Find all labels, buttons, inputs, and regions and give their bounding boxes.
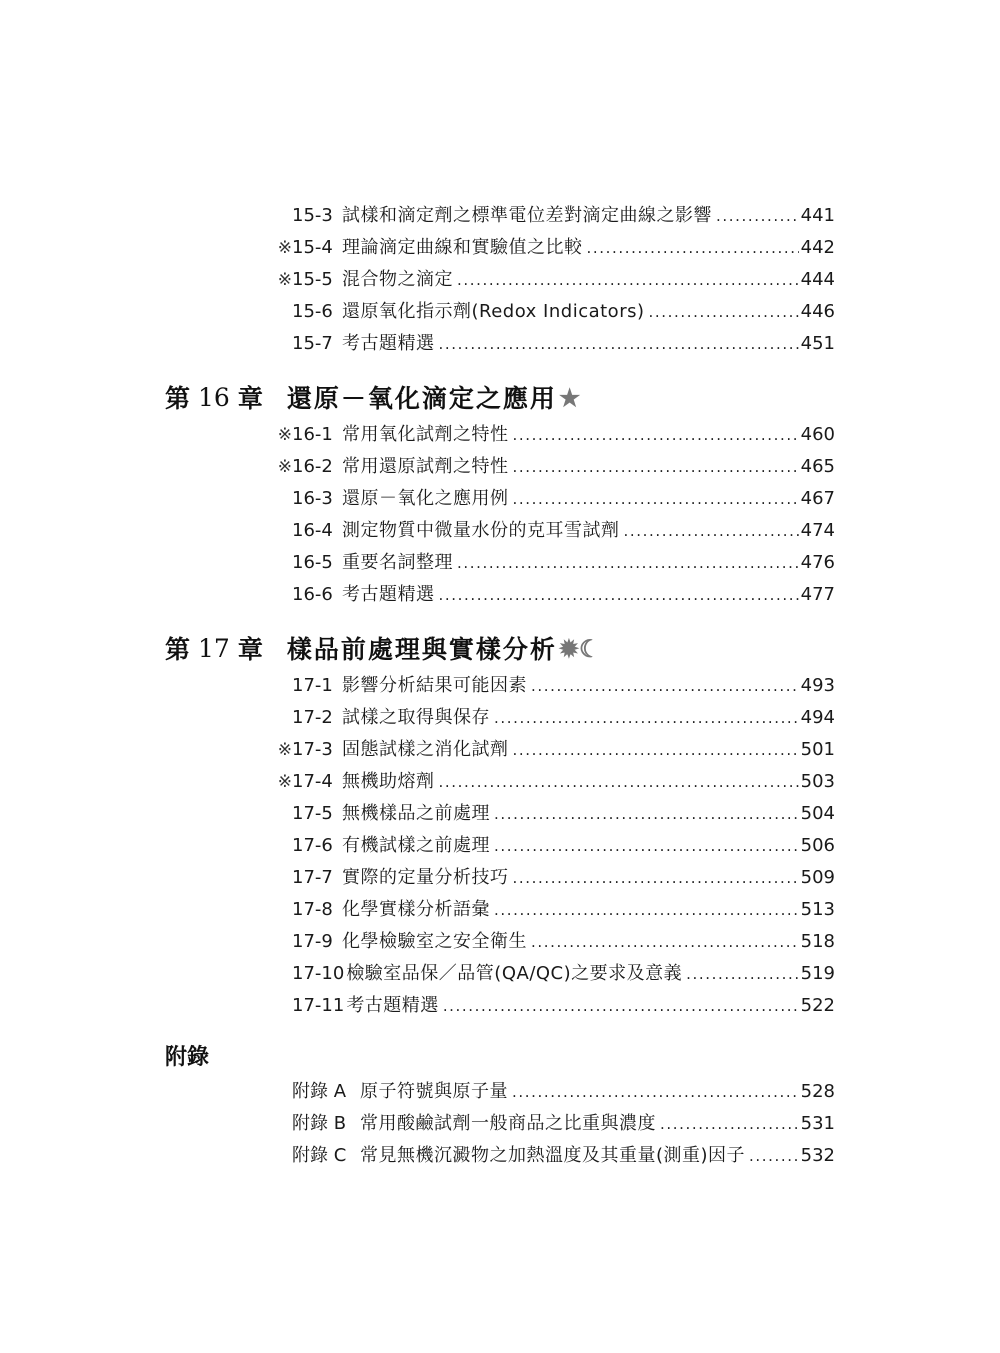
entry-title: 化學實樣分析語彙 bbox=[342, 899, 490, 920]
chapter-number: 17 bbox=[198, 633, 230, 663]
entry-number: 17-10 bbox=[292, 963, 345, 984]
entry-title: 考古題精選 bbox=[342, 333, 435, 354]
dot-leader bbox=[686, 959, 799, 989]
entry-number: 15-6 bbox=[292, 301, 333, 322]
entry-number: 15-3 bbox=[292, 205, 333, 226]
toc-entry-16-6[interactable] bbox=[270, 580, 835, 610]
entry-page: 465 bbox=[800, 456, 835, 477]
entry-title: 測定物質中微量水份的克耳雪試劑 bbox=[342, 520, 620, 541]
optional-mark: ※ bbox=[277, 238, 292, 258]
dot-leader bbox=[494, 799, 799, 829]
entry-title: 有機試樣之前處理 bbox=[342, 835, 490, 856]
entry-page: 477 bbox=[800, 584, 835, 605]
toc-entry-16-2[interactable] bbox=[270, 452, 835, 482]
entry-title: 考古題精選 bbox=[346, 995, 439, 1016]
entry-number: 17-3 bbox=[292, 739, 333, 760]
entry-number: 16-3 bbox=[292, 488, 333, 509]
dot-leader bbox=[716, 201, 799, 231]
entry-page: 444 bbox=[800, 269, 835, 290]
entry-page: 474 bbox=[800, 520, 835, 541]
entry-number: 17-7 bbox=[292, 867, 333, 888]
toc-entry-16-4[interactable] bbox=[270, 516, 835, 546]
entry-number: 17-8 bbox=[292, 899, 333, 920]
toc-entry-16-1[interactable] bbox=[270, 420, 835, 450]
entry-title: 無機助熔劑 bbox=[342, 771, 435, 792]
dot-leader bbox=[494, 831, 799, 861]
toc-entry-15-3[interactable] bbox=[270, 201, 835, 231]
toc-entry-17-4[interactable] bbox=[270, 767, 835, 797]
toc-entry-17-3[interactable] bbox=[270, 735, 835, 765]
dot-leader bbox=[531, 671, 799, 701]
entry-title: 混合物之滴定 bbox=[342, 269, 453, 290]
chapter-number: 16 bbox=[198, 382, 230, 412]
dot-leader bbox=[513, 420, 799, 450]
toc-entry-17-11[interactable] bbox=[270, 991, 835, 1021]
chapter-label-prefix: 第 bbox=[165, 635, 191, 664]
entry-number: 17-9 bbox=[292, 931, 333, 952]
toc-entry-15-4[interactable] bbox=[270, 233, 835, 263]
entry-page: 451 bbox=[800, 333, 835, 354]
entry-number: 17-5 bbox=[292, 803, 333, 824]
dot-leader bbox=[649, 297, 799, 327]
toc-entry-17-8[interactable] bbox=[270, 895, 835, 925]
entry-page: 509 bbox=[800, 867, 835, 888]
entry-page: 513 bbox=[800, 899, 835, 920]
toc-entry-17-5[interactable] bbox=[270, 799, 835, 829]
optional-mark: ※ bbox=[277, 270, 292, 290]
entry-number: 附錄 C bbox=[292, 1145, 347, 1166]
entry-page: 441 bbox=[800, 205, 835, 226]
entry-title: 固態試樣之消化試劑 bbox=[342, 739, 509, 760]
entry-title: 常見無機沉澱物之加熱溫度及其重量(測重)因子 bbox=[360, 1145, 746, 1166]
entry-page: 460 bbox=[800, 424, 835, 445]
sun-moon-icon: ✹☾ bbox=[558, 633, 601, 663]
entry-title: 常用酸鹼試劑一般商品之比重與濃度 bbox=[360, 1113, 656, 1134]
entry-page: 501 bbox=[800, 739, 835, 760]
entry-title: 影響分析結果可能因素 bbox=[342, 675, 527, 696]
dot-leader bbox=[457, 548, 799, 578]
entry-number: 16-4 bbox=[292, 520, 333, 541]
entry-page: 531 bbox=[800, 1113, 835, 1134]
entry-page: 532 bbox=[800, 1145, 835, 1166]
entry-number: 附錄 B bbox=[292, 1113, 347, 1134]
toc-entry-17-9[interactable] bbox=[270, 927, 835, 957]
chapter-title: 還原－氧化滴定之應用 bbox=[286, 384, 557, 413]
appendix-heading[interactable]: 附錄 bbox=[165, 1045, 210, 1070]
entry-title: 常用還原試劑之特性 bbox=[342, 456, 509, 477]
star-icon: ★ bbox=[558, 382, 581, 412]
entry-page: 467 bbox=[800, 488, 835, 509]
entry-number: 15-4 bbox=[292, 237, 333, 258]
entry-title: 化學檢驗室之安全衛生 bbox=[342, 931, 527, 952]
entry-number: 16-2 bbox=[292, 456, 333, 477]
entry-number: 15-7 bbox=[292, 333, 333, 354]
dot-leader bbox=[531, 927, 799, 957]
dot-leader bbox=[624, 516, 799, 546]
dot-leader bbox=[494, 895, 799, 925]
dot-leader bbox=[513, 484, 799, 514]
chapter-17-heading[interactable] bbox=[165, 628, 600, 668]
entry-number: 17-1 bbox=[292, 675, 333, 696]
toc-entry-15-5[interactable] bbox=[270, 265, 835, 295]
entry-number: 17-6 bbox=[292, 835, 333, 856]
dot-leader bbox=[494, 703, 799, 733]
entry-number: 16-5 bbox=[292, 552, 333, 573]
chapter-label-suffix: 章 bbox=[237, 635, 263, 664]
entry-title: 重要名詞整理 bbox=[342, 552, 453, 573]
dot-leader bbox=[457, 265, 799, 295]
dot-leader bbox=[512, 1077, 799, 1107]
dot-leader bbox=[749, 1141, 799, 1171]
chapter-label-prefix: 第 bbox=[165, 384, 191, 413]
entry-page: 504 bbox=[800, 803, 835, 824]
optional-mark: ※ bbox=[277, 425, 292, 445]
optional-mark: ※ bbox=[277, 457, 292, 477]
entry-page: 506 bbox=[800, 835, 835, 856]
dot-leader bbox=[587, 233, 799, 263]
toc-entry-17-7[interactable] bbox=[270, 863, 835, 893]
entry-page: 493 bbox=[800, 675, 835, 696]
entry-title: 還原－氧化之應用例 bbox=[342, 488, 509, 509]
entry-number: 16-6 bbox=[292, 584, 333, 605]
dot-leader bbox=[439, 767, 799, 797]
entry-page: 518 bbox=[800, 931, 835, 952]
toc-entry-15-7[interactable] bbox=[270, 329, 835, 359]
toc-entry-17-2[interactable] bbox=[270, 703, 835, 733]
entry-title: 還原氧化指示劑(Redox Indicators) bbox=[342, 301, 645, 322]
entry-number: 15-5 bbox=[292, 269, 333, 290]
toc-entry-16-5[interactable] bbox=[270, 548, 835, 578]
optional-mark: ※ bbox=[277, 740, 292, 760]
entry-title: 常用氧化試劑之特性 bbox=[342, 424, 509, 445]
chapter-16-heading[interactable] bbox=[165, 377, 580, 417]
entry-number: 附錄 A bbox=[292, 1081, 347, 1102]
chapter-label-suffix: 章 bbox=[237, 384, 263, 413]
dot-leader bbox=[439, 329, 799, 359]
entry-number: 17-11 bbox=[292, 995, 345, 1016]
toc-entry-15-6[interactable] bbox=[270, 297, 835, 327]
entry-title: 檢驗室品保／品管(QA/QC)之要求及意義 bbox=[346, 963, 683, 984]
dot-leader bbox=[660, 1109, 799, 1139]
entry-title: 試樣之取得與保存 bbox=[342, 707, 490, 728]
toc-entry-appendix-a[interactable] bbox=[270, 1077, 835, 1107]
dot-leader bbox=[443, 991, 799, 1021]
toc-entry-16-3[interactable] bbox=[270, 484, 835, 514]
entry-title: 無機樣品之前處理 bbox=[342, 803, 490, 824]
chapter-title: 樣品前處理與實樣分析 bbox=[286, 635, 557, 664]
toc-entry-17-6[interactable] bbox=[270, 831, 835, 861]
entry-page: 446 bbox=[800, 301, 835, 322]
dot-leader bbox=[439, 580, 799, 610]
entry-title: 實際的定量分析技巧 bbox=[342, 867, 509, 888]
entry-page: 494 bbox=[800, 707, 835, 728]
dot-leader bbox=[513, 863, 799, 893]
entry-page: 503 bbox=[800, 771, 835, 792]
entry-number: 17-2 bbox=[292, 707, 333, 728]
entry-title: 考古題精選 bbox=[342, 584, 435, 605]
toc-entry-17-1[interactable] bbox=[270, 671, 835, 701]
entry-page: 528 bbox=[800, 1081, 835, 1102]
toc-entry-17-10[interactable] bbox=[270, 959, 835, 989]
entry-number: 16-1 bbox=[292, 424, 333, 445]
entry-number: 17-4 bbox=[292, 771, 333, 792]
entry-page: 522 bbox=[800, 995, 835, 1016]
toc-entry-appendix-c[interactable] bbox=[270, 1141, 835, 1171]
dot-leader bbox=[513, 452, 799, 482]
toc-entry-appendix-b[interactable] bbox=[270, 1109, 835, 1139]
entry-title: 試樣和滴定劑之標準電位差對滴定曲線之影響 bbox=[342, 205, 712, 226]
entry-page: 519 bbox=[800, 963, 835, 984]
entry-page: 476 bbox=[800, 552, 835, 573]
optional-mark: ※ bbox=[277, 772, 292, 792]
dot-leader bbox=[513, 735, 799, 765]
entry-title: 原子符號與原子量 bbox=[360, 1081, 508, 1102]
entry-title: 理論滴定曲線和實驗值之比較 bbox=[342, 237, 583, 258]
entry-page: 442 bbox=[800, 237, 835, 258]
